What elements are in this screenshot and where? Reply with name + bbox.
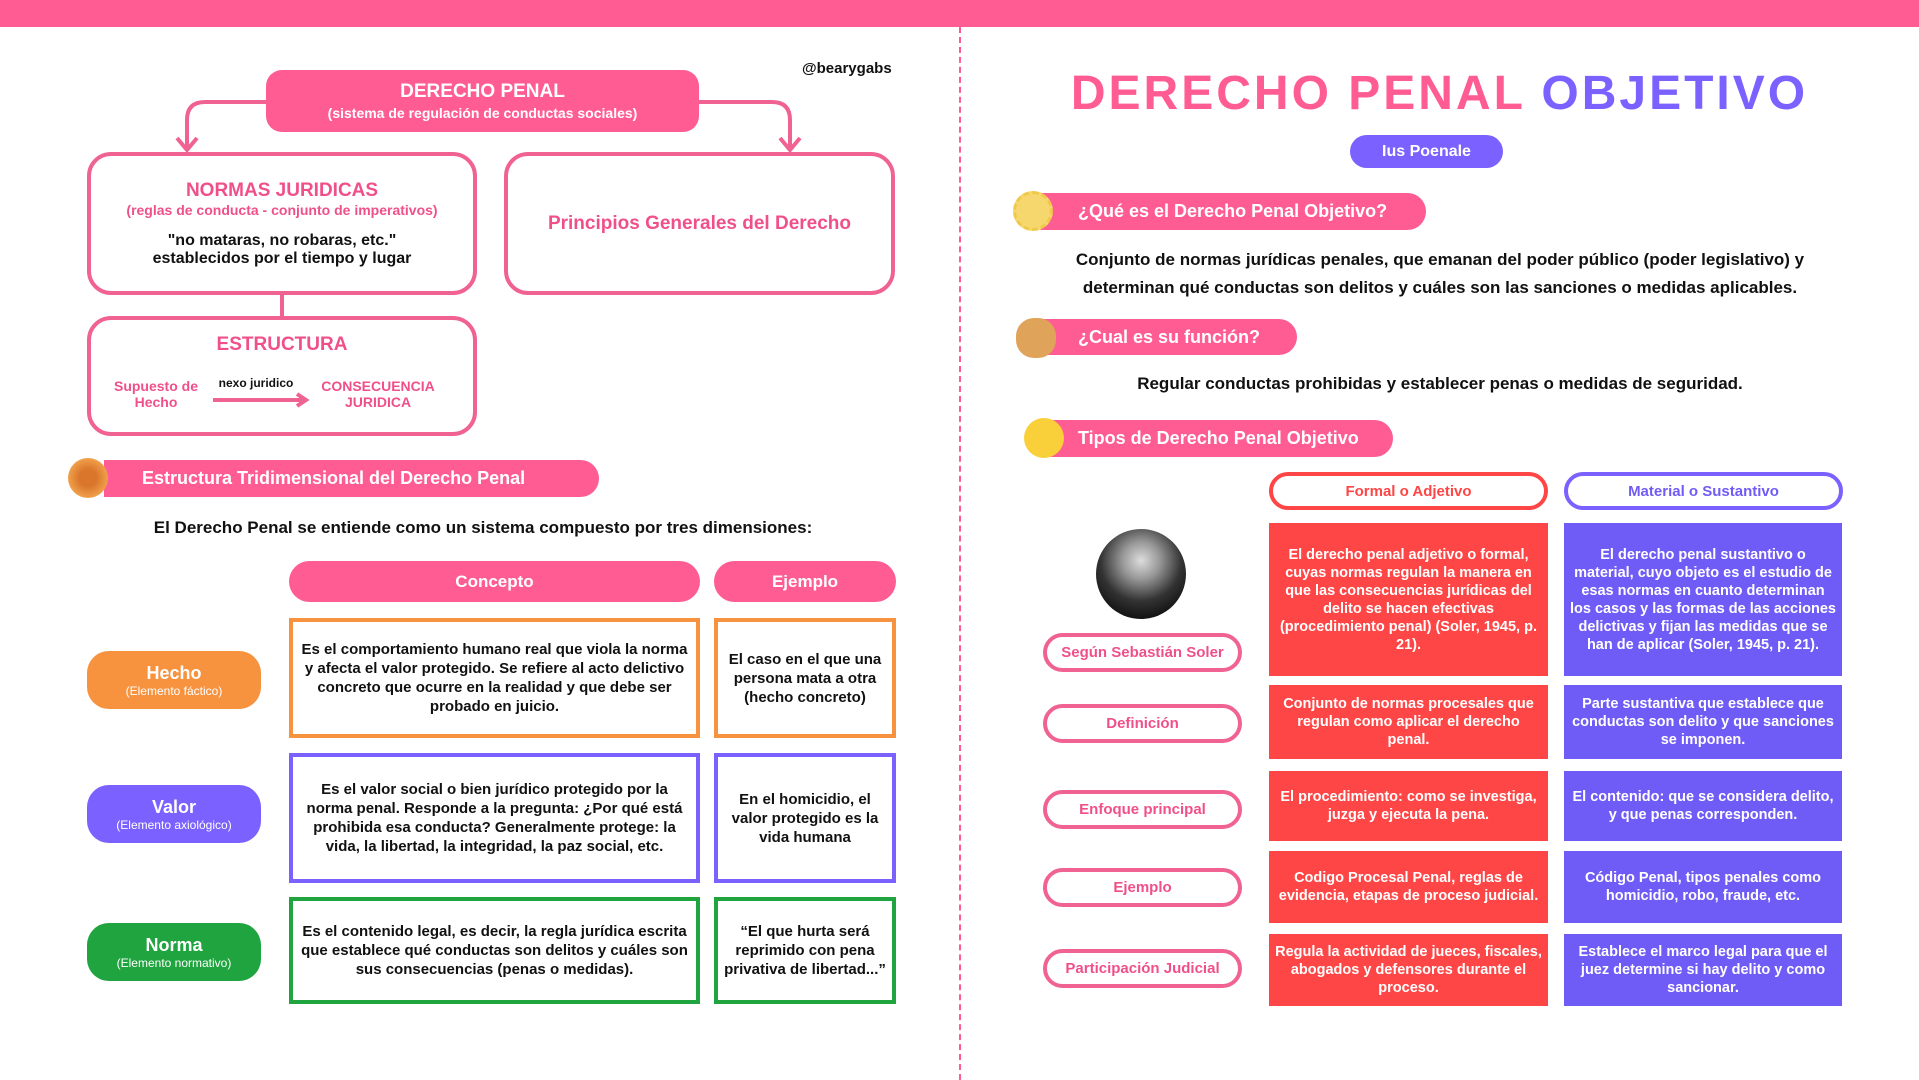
- normas-node: [87, 152, 477, 295]
- row-label: Definición: [1043, 704, 1242, 743]
- chick-icon: [1024, 418, 1064, 458]
- dimension-label-valor: [87, 785, 261, 843]
- formal-cell: El derecho penal adjetivo o formal, cuyas normas regulan la manera en que las consecuencias jurídicas del delito se hacen efectivas (procedimiento penal) (Soler, 1945, p. 21).: [1269, 523, 1548, 676]
- arrow-right-icon: [211, 392, 311, 408]
- page-title: [960, 66, 1919, 121]
- dimension-subtitle: (Elemento fáctico): [125, 683, 223, 698]
- taiyaki-fish-icon: [1016, 318, 1056, 358]
- sebastian-soler-photo: [1096, 529, 1186, 619]
- dimension-name: Hecho: [146, 662, 202, 683]
- col-header-material: Material o Sustantivo: [1564, 472, 1843, 510]
- root-subtitle: (sistema de regulación de conductas sociales): [327, 105, 638, 121]
- estructura-supuesto: Supuesto de Hecho: [113, 378, 198, 410]
- snail-icon: [68, 458, 108, 498]
- estructura-nexo: nexo juridico: [218, 376, 294, 390]
- material-cell: El derecho penal sustantivo o material, cuyo objeto es el estudio de esas normas en cuanto determinan los casos y las formas de las acciones delictivas y fijan las medidas que se han de aplicar (Soler, 1945, p. 21).: [1564, 523, 1842, 676]
- estructura-consecuencia: CONSECUENCIA JURIDICA: [321, 378, 435, 410]
- ius-poenale-badge: Ius Poenale: [1350, 135, 1503, 168]
- row-label: Participación Judicial: [1043, 949, 1242, 988]
- header-concepto: Concepto: [289, 561, 700, 602]
- material-cell: El contenido: que se considera delito, y que penas corresponden.: [1564, 771, 1842, 841]
- ejemplo-cell: “El que hurta será reprimido con pena privativa de libertad...”: [714, 897, 896, 1004]
- normas-subtitle: (reglas de conducta - conjunto de imperativos): [126, 201, 438, 218]
- row-label: Enfoque principal: [1043, 790, 1242, 829]
- dimension-name: Valor: [151, 796, 197, 817]
- material-cell: Establece el marco legal para que el juez determine si hay delito y como sancionar.: [1564, 934, 1842, 1006]
- definition-text: Conjunto de normas jurídicas penales, que emanan del poder público (poder legislativo) y determinan qué conductas son delitos y cuáles son las sanciones o medidas aplicables.: [1075, 250, 1805, 297]
- concepto-cell: Es el valor social o bien jurídico protegido por la norma penal. Responde a la pregunta: ¿Por qué está prohibida esa conducta? Generalmente protege: la vida, la libertad, la integridad, la paz social, etc.: [289, 753, 700, 883]
- estructura-title: ESTRUCTURA: [216, 334, 348, 355]
- section-header-tipos: Tipos de Derecho Penal Objetivo: [1040, 420, 1393, 457]
- principios-node: Principios Generales del Derecho: [504, 152, 895, 295]
- row-label: Según Sebastián Soler: [1043, 633, 1242, 672]
- title-part-1: DERECHO PENAL: [1070, 67, 1526, 120]
- formal-cell: El procedimiento: como se investiga, juzga y ejecuta la pena.: [1269, 771, 1548, 841]
- concepto-cell: Es el contenido legal, es decir, la regla jurídica escrita que establece qué conductas son delitos y cuáles son sus consecuencias (penas o medidas).: [289, 897, 700, 1004]
- material-cell: Parte sustantiva que establece que conductas son delito y que sanciones se imponen.: [1564, 685, 1842, 759]
- normas-example: "no mataras, no robaras, etc.": [167, 231, 397, 249]
- section-header-funcion: ¿Cual es su función?: [1040, 319, 1297, 355]
- dimension-label-hecho: [87, 651, 261, 709]
- normas-title: NORMAS JURIDICAS: [185, 179, 379, 201]
- formal-cell: Conjunto de normas procesales que regulan como aplicar el derecho penal.: [1269, 685, 1548, 759]
- header-ejemplo: Ejemplo: [714, 561, 896, 602]
- root-node: [266, 70, 699, 132]
- formal-cell: Regula la actividad de jueces, fiscales, abogados y defensores durante el proceso.: [1269, 934, 1548, 1006]
- formal-cell: Codigo Procesal Penal, reglas de evidencia, etapas de proceso judicial.: [1269, 851, 1548, 923]
- function-text: Regular conductas prohibidas y establecer penas o medidas de seguridad.: [1137, 374, 1743, 393]
- root-title: DERECHO PENAL: [400, 81, 565, 102]
- title-part-2: OBJETIVO: [1541, 67, 1809, 120]
- dimension-subtitle: (Elemento axiológico): [116, 817, 232, 832]
- dimension-label-norma: [87, 923, 261, 981]
- sun-icon: [1013, 191, 1053, 231]
- tridimensional-intro: El Derecho Penal se entiende como un sistema compuesto por tres dimensiones:: [153, 518, 813, 537]
- material-cell: Código Penal, tipos penales como homicidio, robo, fraude, etc.: [1564, 851, 1842, 923]
- section-header-tridimensional: Estructura Tridimensional del Derecho Penal: [104, 460, 599, 497]
- ejemplo-cell: En el homicidio, el valor protegido es la vida humana: [714, 753, 896, 883]
- concepto-cell: Es el comportamiento humano real que viola la norma y afecta el valor protegido. Se refiere al acto delictivo concreto que ocurre en la realidad y que debe ser probado en juicio.: [289, 618, 700, 738]
- dimension-name: Norma: [145, 934, 203, 955]
- section-header-que-es: ¿Qué es el Derecho Penal Objetivo?: [1040, 193, 1426, 230]
- row-label: Ejemplo: [1043, 868, 1242, 907]
- col-header-formal: Formal o Adjetivo: [1269, 472, 1548, 510]
- normas-note: establecidos por el tiempo y lugar: [152, 249, 412, 267]
- estructura-node: [87, 316, 477, 436]
- ejemplo-cell: El caso en el que una persona mata a otra (hecho concreto): [714, 618, 896, 738]
- dimension-subtitle: (Elemento normativo): [116, 955, 232, 970]
- author-handle: @bearygabs: [802, 60, 892, 77]
